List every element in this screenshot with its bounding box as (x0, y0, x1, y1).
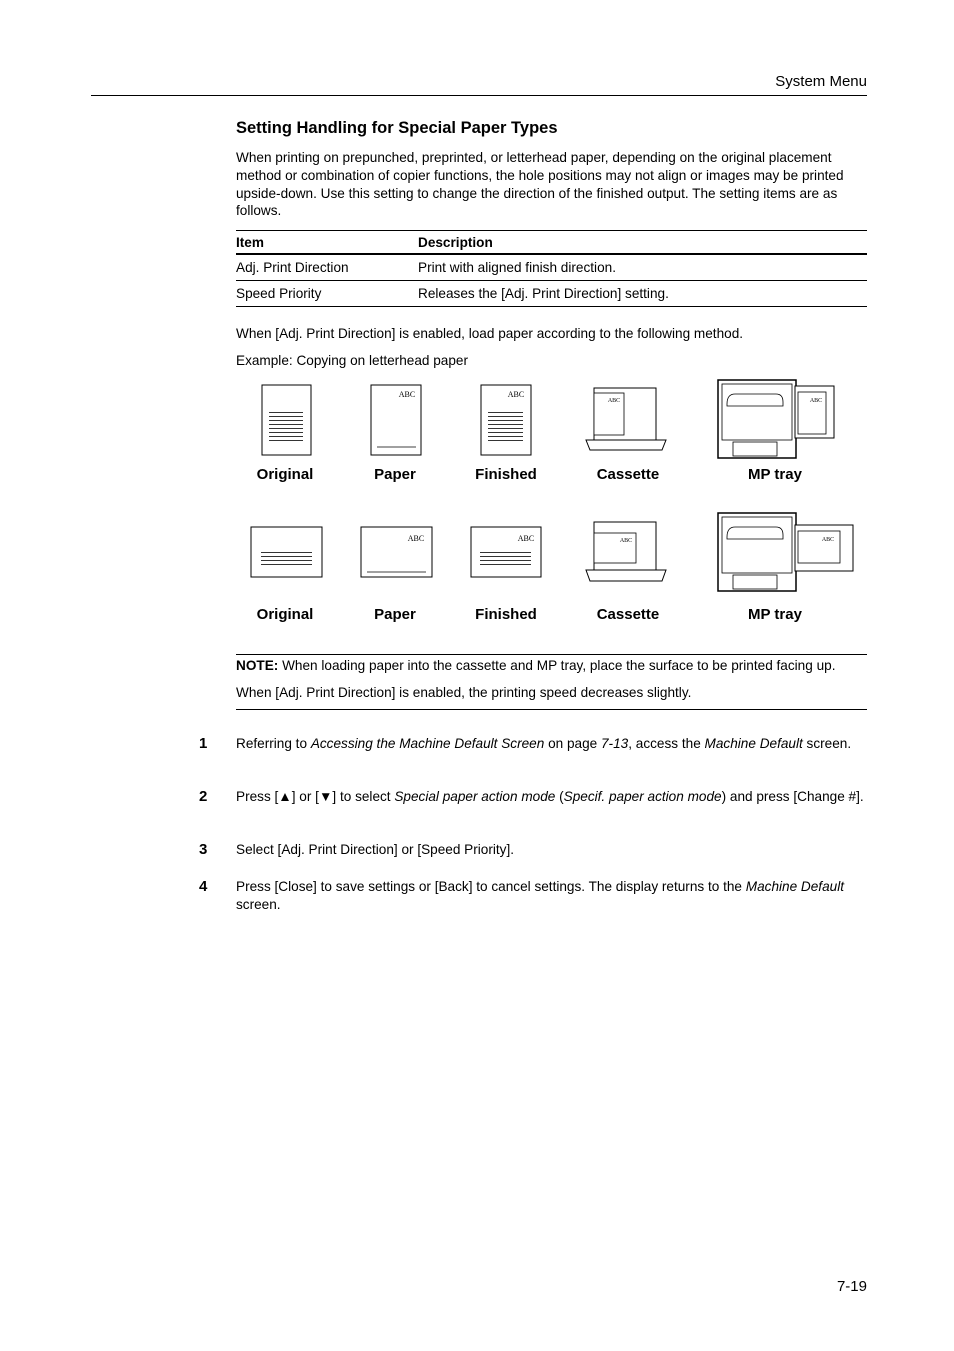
abc-letterhead: ABC (607, 398, 621, 404)
running-header: System Menu (775, 73, 867, 90)
paper-landscape-sheet (361, 527, 432, 577)
abc-letterhead: ABC (821, 537, 835, 543)
abc-letterhead: ABC (507, 390, 525, 399)
step-text-part: , access the (628, 736, 705, 751)
step-text (236, 878, 868, 914)
step-text-italic: Specif. paper action mode (563, 789, 722, 804)
table-cell: Print with aligned finish direction. (418, 254, 867, 281)
column-header-description: Description (418, 231, 867, 255)
step-text-part: Press [Close] to save settings or [Back] to cancel settings. The display returns to the (236, 879, 746, 894)
step-text-italic: 7-13 (601, 736, 629, 751)
example-text: Example: Copying on letterhead paper (236, 353, 468, 368)
caption-mp-tray: MP tray (748, 606, 802, 623)
note-rule-bottom (236, 709, 867, 710)
step-text (236, 788, 868, 806)
finished-portrait-sheet (481, 385, 531, 455)
paper-orientation-figures (0, 0, 954, 660)
step-number: 1 (199, 735, 208, 752)
caption-paper: Paper (374, 466, 416, 483)
step-text-part: screen. (802, 736, 852, 751)
step-text-part: on page (544, 736, 601, 751)
abc-letterhead: ABC (407, 534, 425, 543)
finished-landscape-sheet (471, 527, 541, 577)
cassette-landscape-icon (586, 522, 666, 581)
table-cell: Releases the [Adj. Print Direction] setting. (418, 281, 867, 307)
caption-original: Original (256, 466, 314, 483)
step-text-italic: Accessing the Machine Default Screen (310, 736, 545, 751)
step-text-italic: Machine Default (704, 736, 803, 751)
step-text-part: Press [▲] or [▼] to select (236, 789, 395, 804)
step-number: 3 (199, 841, 208, 858)
intro-paragraph: When printing on prepunched, preprinted, or letterhead paper, depending on the original placement method or combination of copier functions, the hole positions may not align or images may be printed upside-down. Use this setting to change the direction of the finished output. The setting items are as follows. (236, 150, 844, 219)
step-number: 4 (199, 878, 208, 895)
paper-portrait-sheet (371, 385, 421, 455)
caption-cassette: Cassette (596, 606, 660, 623)
section-title: Setting Handling for Special Paper Types (236, 119, 558, 137)
caption-cassette: Cassette (596, 466, 660, 483)
caption-mp-tray: MP tray (748, 466, 802, 483)
step-text (236, 735, 868, 753)
caption-finished: Finished (475, 466, 537, 483)
mp-tray-portrait-icon (718, 380, 834, 458)
abc-letterhead: ABC (619, 538, 633, 544)
step-number: 2 (199, 788, 208, 805)
note-label: NOTE: (236, 658, 279, 673)
caption-finished: Finished (475, 606, 537, 623)
column-header-item: Item (236, 231, 418, 255)
load-method-text: When [Adj. Print Direction] is enabled, load paper according to the following method. (236, 326, 744, 341)
step-text-part: ( (555, 789, 564, 804)
page-number: 7-19 (836, 1278, 867, 1295)
note-text: When loading paper into the cassette and MP tray, place the surface to be printed facing up. (278, 658, 836, 673)
note-rule-top (236, 654, 867, 655)
caption-original: Original (256, 606, 314, 623)
step-text-part: ) and press [Change #]. (721, 789, 864, 804)
step-text-part: Referring to (236, 736, 311, 751)
step-text-italic: Machine Default (745, 879, 844, 894)
original-landscape-sheet (251, 527, 322, 577)
step-text-italic: Special paper action mode (394, 789, 556, 804)
abc-letterhead: ABC (809, 398, 823, 404)
table-cell: Adj. Print Direction (236, 254, 418, 281)
step-text-part: screen. (236, 897, 281, 912)
mp-tray-landscape-icon (718, 513, 853, 591)
table-cell: Speed Priority (236, 281, 418, 307)
abc-letterhead: ABC (398, 390, 416, 399)
caption-paper: Paper (374, 606, 416, 623)
cassette-portrait-icon (586, 388, 666, 450)
original-portrait-sheet (262, 385, 311, 455)
abc-letterhead: ABC (517, 534, 535, 543)
step-text: Select [Adj. Print Direction] or [Speed Priority]. (236, 842, 515, 857)
note-line-2: When [Adj. Print Direction] is enabled, the printing speed decreases slightly. (236, 685, 692, 700)
note-line (236, 658, 835, 673)
